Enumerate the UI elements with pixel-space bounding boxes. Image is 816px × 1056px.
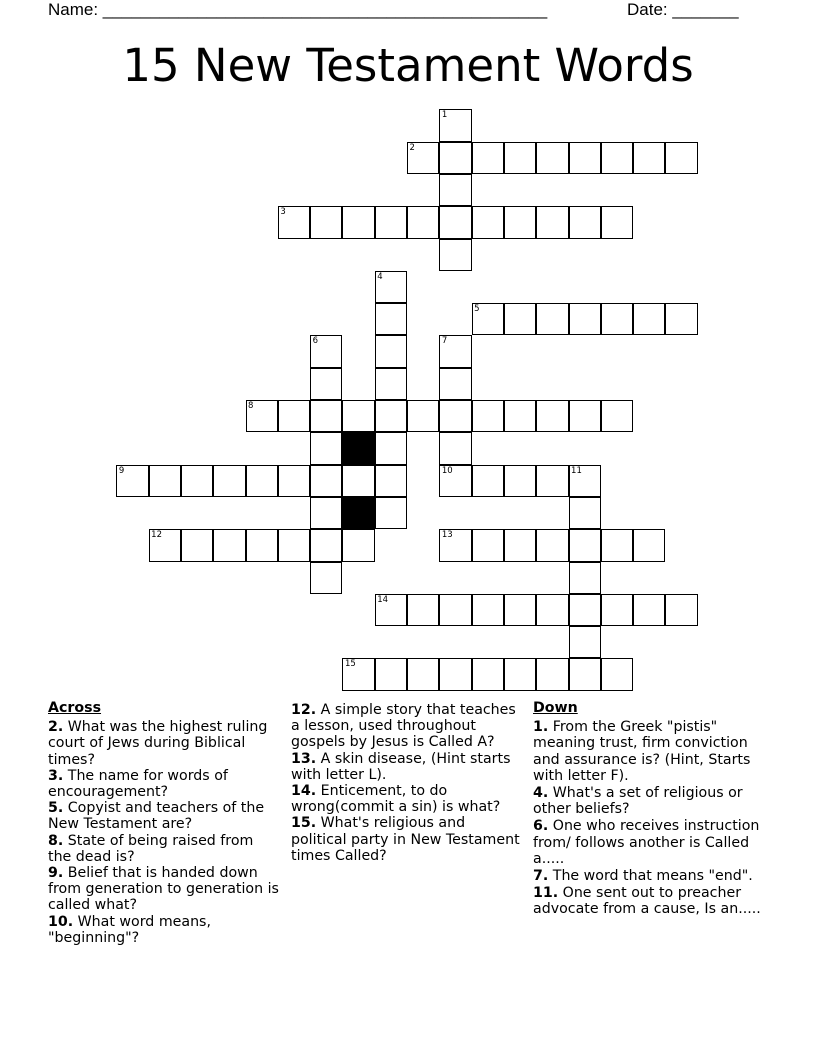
grid-cell[interactable] xyxy=(536,529,568,561)
grid-cell[interactable] xyxy=(439,239,471,271)
grid-cell[interactable] xyxy=(342,206,374,238)
grid-cell[interactable] xyxy=(665,303,697,335)
grid-cell[interactable] xyxy=(375,206,407,238)
grid-cell[interactable] xyxy=(504,594,536,626)
clue-number-10: 10 xyxy=(441,465,453,476)
clue-number-13: 13 xyxy=(441,530,453,541)
grid-cell[interactable] xyxy=(504,400,536,432)
grid-cell[interactable] xyxy=(472,206,504,238)
grid-cell[interactable] xyxy=(310,497,342,529)
clue-text: Copyist and teachers of the New Testament are? xyxy=(48,800,265,833)
grid-cell[interactable] xyxy=(407,658,439,690)
grid-cell[interactable] xyxy=(536,594,568,626)
clue-item xyxy=(533,885,773,917)
clue-number: 8. xyxy=(48,832,64,849)
clue-number-11: 11 xyxy=(571,465,582,476)
blocked-cell xyxy=(342,497,374,529)
grid-cell[interactable] xyxy=(439,206,471,238)
grid-cell[interactable] xyxy=(569,529,601,561)
grid-cell[interactable] xyxy=(310,562,342,594)
grid-cell[interactable] xyxy=(439,594,471,626)
grid-cell[interactable] xyxy=(149,465,181,497)
blocked-cell xyxy=(342,432,374,464)
grid-cell[interactable] xyxy=(439,529,471,561)
clue-item xyxy=(533,785,773,817)
grid-cell[interactable] xyxy=(375,400,407,432)
grid-cell[interactable] xyxy=(310,529,342,561)
grid-cell[interactable] xyxy=(601,206,633,238)
clue-item xyxy=(48,719,280,768)
grid-cell[interactable] xyxy=(213,529,245,561)
grid-cell[interactable] xyxy=(407,594,439,626)
clue-item xyxy=(533,868,773,884)
grid-cell[interactable] xyxy=(504,465,536,497)
grid-cell[interactable] xyxy=(536,206,568,238)
grid-cell[interactable] xyxy=(472,529,504,561)
grid-cell[interactable] xyxy=(310,465,342,497)
grid-cell[interactable] xyxy=(504,303,536,335)
clue-number: 4. xyxy=(533,785,549,802)
grid-cell[interactable] xyxy=(375,271,407,303)
clue-text: Enticement, to do wrong(commit a sin) is what? xyxy=(291,783,501,816)
grid-cell[interactable] xyxy=(504,529,536,561)
grid-cell[interactable] xyxy=(601,529,633,561)
grid-cell[interactable] xyxy=(278,529,310,561)
grid-cell[interactable] xyxy=(439,400,471,432)
name-field-label[interactable]: Name: _______________________________________________ xyxy=(48,0,548,19)
grid-cell[interactable] xyxy=(472,658,504,690)
clue-item xyxy=(291,783,523,815)
clue-item xyxy=(291,702,523,751)
clue-number-7: 7 xyxy=(441,336,448,347)
clue-text: The word that means "end". xyxy=(548,868,753,885)
clue-text: What word means, "beginning"? xyxy=(48,913,211,946)
grid-cell[interactable] xyxy=(310,432,342,464)
clue-number: 3. xyxy=(48,767,64,784)
grid-cell[interactable] xyxy=(601,594,633,626)
grid-cell[interactable] xyxy=(633,594,665,626)
grid-cell[interactable] xyxy=(601,658,633,690)
clue-number-2: 2 xyxy=(409,142,415,153)
grid-cell[interactable] xyxy=(439,335,471,367)
grid-cell[interactable] xyxy=(310,400,342,432)
clue-item xyxy=(291,815,523,864)
grid-cell[interactable] xyxy=(278,465,310,497)
grid-cell[interactable] xyxy=(472,465,504,497)
clues-column-3 xyxy=(533,700,773,919)
grid-cell[interactable] xyxy=(569,303,601,335)
grid-cell[interactable] xyxy=(472,142,504,174)
grid-cell[interactable] xyxy=(149,529,181,561)
grid-cell[interactable] xyxy=(181,529,213,561)
clues-column-2 xyxy=(291,700,523,864)
grid-cell[interactable] xyxy=(601,303,633,335)
grid-cell[interactable] xyxy=(633,142,665,174)
clue-text: State of being raised from the dead is? xyxy=(48,832,254,865)
grid-cell[interactable] xyxy=(375,497,407,529)
across-heading: Across xyxy=(48,700,102,716)
clue-number: 2. xyxy=(48,719,64,736)
grid-cell[interactable] xyxy=(504,206,536,238)
clue-text: A simple story that teaches a lesson, used throughout gospels by Jesus is Called A? xyxy=(291,702,516,751)
grid-cell[interactable] xyxy=(342,529,374,561)
grid-cell[interactable] xyxy=(246,465,278,497)
clue-number-9: 9 xyxy=(118,465,125,476)
grid-cell[interactable] xyxy=(407,400,439,432)
grid-cell[interactable] xyxy=(246,400,278,432)
clue-number-1: 1 xyxy=(441,110,448,121)
clue-text: From the Greek "pistis" meaning trust, firm conviction and assurance is? (Hint, Starts with letter F). xyxy=(533,719,751,784)
clue-number: 5. xyxy=(48,800,64,817)
grid-cell[interactable] xyxy=(342,465,374,497)
grid-cell[interactable] xyxy=(569,400,601,432)
clue-text: Belief that is handed down from generation to generation is called what? xyxy=(48,865,279,914)
grid-cell[interactable] xyxy=(375,594,407,626)
grid-cell[interactable] xyxy=(439,142,471,174)
grid-cell[interactable] xyxy=(569,465,601,497)
grid-cell[interactable] xyxy=(375,658,407,690)
grid-cell[interactable] xyxy=(407,142,439,174)
grid-cell[interactable] xyxy=(278,206,310,238)
clue-number-15: 15 xyxy=(344,659,356,670)
clue-number-6: 6 xyxy=(312,336,319,347)
grid-cell[interactable] xyxy=(536,658,568,690)
clue-number-4: 4 xyxy=(377,271,383,282)
grid-cell[interactable] xyxy=(439,174,471,206)
clue-number-5: 5 xyxy=(474,304,480,315)
clue-text: A skin disease, (Hint starts with letter L). xyxy=(291,750,511,783)
grid-cell[interactable] xyxy=(439,465,471,497)
grid-cell[interactable] xyxy=(569,658,601,690)
clue-number: 13. xyxy=(291,750,317,767)
clue-number-12: 12 xyxy=(151,530,162,541)
grid-cell[interactable] xyxy=(665,142,697,174)
clue-number: 14. xyxy=(291,783,317,800)
clue-number: 15. xyxy=(291,815,317,832)
grid-cell[interactable] xyxy=(278,400,310,432)
grid-cell[interactable] xyxy=(536,400,568,432)
grid-cell[interactable] xyxy=(439,109,471,141)
grid-cell[interactable] xyxy=(569,142,601,174)
clue-item xyxy=(533,719,773,784)
clue-item xyxy=(48,800,280,832)
grid-cell[interactable] xyxy=(569,626,601,658)
grid-cell[interactable] xyxy=(375,432,407,464)
grid-cell[interactable] xyxy=(536,142,568,174)
grid-cell[interactable] xyxy=(342,658,374,690)
grid-cell[interactable] xyxy=(246,529,278,561)
grid-cell[interactable] xyxy=(601,400,633,432)
grid-cell[interactable] xyxy=(569,497,601,529)
clue-number: 12. xyxy=(291,702,317,718)
grid-cell[interactable] xyxy=(472,303,504,335)
grid-cell[interactable] xyxy=(407,206,439,238)
clue-number: 10. xyxy=(48,913,74,930)
clue-item xyxy=(48,865,280,914)
grid-cell[interactable] xyxy=(536,303,568,335)
grid-cell[interactable] xyxy=(342,400,374,432)
grid-cell[interactable] xyxy=(472,400,504,432)
grid-cell[interactable] xyxy=(439,368,471,400)
grid-cell[interactable] xyxy=(181,465,213,497)
clue-number: 7. xyxy=(533,868,549,885)
clue-item xyxy=(48,768,280,800)
grid-cell[interactable] xyxy=(504,658,536,690)
clue-text: The name for words of encouragement? xyxy=(48,767,228,801)
down-heading: Down xyxy=(533,700,578,716)
grid-cell[interactable] xyxy=(310,206,342,238)
clue-text: What's a set of religious or other beliefs? xyxy=(533,785,743,818)
grid-cell[interactable] xyxy=(601,142,633,174)
grid-cell[interactable] xyxy=(504,142,536,174)
clue-number: 6. xyxy=(533,818,549,835)
clue-number: 1. xyxy=(533,719,549,736)
clue-item xyxy=(48,914,280,946)
clue-text: What was the highest ruling court of Jews during Biblical times? xyxy=(48,719,268,768)
clue-number-14: 14 xyxy=(377,594,389,605)
grid-cell[interactable] xyxy=(375,465,407,497)
clues-column-1 xyxy=(48,700,280,946)
grid-cell[interactable] xyxy=(375,335,407,367)
grid-cell[interactable] xyxy=(569,206,601,238)
grid-cell[interactable] xyxy=(439,432,471,464)
grid-cell[interactable] xyxy=(116,465,148,497)
clue-number-8: 8 xyxy=(248,401,254,412)
grid-cell[interactable] xyxy=(633,529,665,561)
grid-cell[interactable] xyxy=(439,658,471,690)
clue-text: One who receives instruction from/ follows another is Called a..... xyxy=(533,818,760,867)
grid-cell[interactable] xyxy=(213,465,245,497)
grid-cell[interactable] xyxy=(310,335,342,367)
clue-item xyxy=(533,818,773,867)
grid-cell[interactable] xyxy=(569,562,601,594)
clue-item xyxy=(48,833,280,865)
grid-cell[interactable] xyxy=(472,594,504,626)
grid-cell[interactable] xyxy=(375,368,407,400)
clue-number: 11. xyxy=(533,885,559,902)
grid-cell[interactable] xyxy=(310,368,342,400)
grid-cell[interactable] xyxy=(633,303,665,335)
grid-cell[interactable] xyxy=(665,594,697,626)
page-title: 15 New Testament Words xyxy=(122,39,694,92)
clue-number: 9. xyxy=(48,865,64,882)
grid-cell[interactable] xyxy=(375,303,407,335)
clue-text: What's religious and political party in New Testament times Called? xyxy=(291,815,520,864)
clue-number-3: 3 xyxy=(280,207,286,218)
clue-item xyxy=(291,751,523,783)
clue-text: One sent out to preacher advocate from a cause, Is an..... xyxy=(533,885,761,918)
date-field-label[interactable]: Date: _______ xyxy=(627,0,739,19)
grid-cell[interactable] xyxy=(536,465,568,497)
grid-cell[interactable] xyxy=(569,594,601,626)
